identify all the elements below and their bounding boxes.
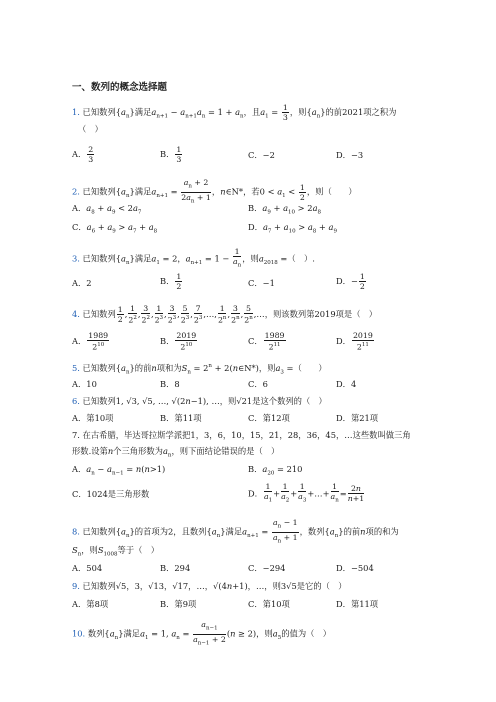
- q9-option-c[interactable]: C．第10项: [248, 599, 290, 609]
- q2-option-d[interactable]: D．$a_7 + a_{10} > a_8 + a_9$: [248, 222, 337, 235]
- question-number: 3.: [72, 253, 80, 264]
- q9-option-a[interactable]: A．第8项: [72, 599, 109, 609]
- q1-option-a[interactable]: A． $\frac{2}{3}$: [72, 145, 94, 164]
- q1-option-d[interactable]: D．−3: [336, 150, 364, 160]
- q1-option-b[interactable]: B． $\frac{1}{3}$: [160, 145, 182, 164]
- question-number: 2.: [72, 186, 80, 197]
- question-9: 9. 已知数列√5，3，√13，√17，…，√(4n+1)，…，则3√5是它的（ ）: [72, 581, 347, 591]
- question-6: 6. 已知数列1, √3, √5, …, √(2n−1), …，则√21是这个数列的（ ）: [72, 396, 327, 406]
- question-7-line2: 形数.设第n个三角形数为$a_n$，则下面结论错误的是（ ）: [72, 446, 280, 459]
- question-number: 7.: [72, 430, 80, 440]
- q6-option-d[interactable]: D．第21项: [336, 413, 379, 423]
- question-4: 4. 已知数列 $\frac{1}{2}$ , $\frac{1}{2^2}$ , $\frac{3}{2^2}$ , $\frac{1}{2^3}$ , $\frac{3}{2^3}$ , $\frac{5}{2^3}$ , $\frac{7}{2^3}$ ,…, $\frac{1}{2^n}$ , $\frac{3}{2^n}$ , $\frac{5}{2^n}$ ,…，则该数列第2019项是（ ）: [72, 304, 378, 325]
- question-1: 1. 已知数列$\{a_n\}$满足$a_{n+1} - a_{n+1}a_n = 1 + a_n$，且$a_1$ = $\frac{1}{3}$ ，则$\{a_n\}$的前2021项之积为: [72, 103, 397, 122]
- q3-option-c[interactable]: C．−1: [248, 278, 275, 288]
- q2-option-b[interactable]: B．$a_9 + a_{10} > 2a_8$: [248, 203, 322, 216]
- question-number: 5.: [72, 362, 80, 373]
- q5-option-d[interactable]: D．4: [336, 379, 357, 389]
- question-1-paren: （ ）: [78, 124, 103, 134]
- question-8: 8. 已知数列$\{a_n\}$的首项为2，且数列$\{a_n\}$满足$a_{n+1}$ = $\frac{a_n - 1}{a_n + 1}$ ，数列$\{a_n\}$的前n项的和为: [72, 518, 399, 545]
- question-number: 9.: [72, 581, 80, 591]
- q8-option-d[interactable]: D．−504: [336, 563, 374, 573]
- q5-option-b[interactable]: B．8: [160, 379, 180, 389]
- question-number: 8.: [72, 526, 80, 537]
- question-8-line2: $S_n$，则$S_{1008}$等于（ ）: [72, 545, 160, 558]
- q8-option-a[interactable]: A．504: [72, 563, 103, 573]
- q3-option-a[interactable]: A．2: [72, 278, 92, 288]
- q3-option-d[interactable]: D．− $\frac{1}{2}$: [336, 272, 365, 291]
- q1-option-c[interactable]: C．−2: [248, 150, 275, 160]
- question-5: 5. 已知数列$\{a_n\}$的前n项和为$S_n = 2^n$ + 2(n∈N*)，则$a_3$ =（ ）: [72, 362, 327, 376]
- section-title: 一、数列的概念选择题: [72, 82, 168, 93]
- q4-option-c[interactable]: C． $\frac{1989}{2^{11}}$: [248, 331, 285, 352]
- q3-option-b[interactable]: B． $\frac{1}{2}$: [160, 272, 182, 291]
- question-number: 4.: [72, 308, 80, 319]
- q9-option-b[interactable]: B．第9项: [160, 599, 197, 609]
- question-number: 6.: [72, 396, 80, 406]
- q5-option-a[interactable]: A．10: [72, 379, 97, 389]
- q9-option-d[interactable]: D．第11项: [336, 599, 379, 609]
- q7-option-b[interactable]: B．$a_{20} = 210$: [248, 464, 303, 477]
- q6-option-a[interactable]: A．第10项: [72, 413, 114, 423]
- q7-option-c[interactable]: C．1024是三角形数: [72, 489, 150, 499]
- question-number: 1.: [72, 107, 80, 117]
- q6-option-b[interactable]: B．第11项: [160, 413, 202, 423]
- q4-option-d[interactable]: D． $\frac{2019}{2^{11}}$: [336, 331, 373, 352]
- question-3: 3. 已知数列$\{a_n\}$满足$a_1 = 2$，$a_{n+1} = 1$ − $\frac{1}{a_n}$ ，则$a_{2018}$ =（ ）.: [72, 247, 315, 269]
- question-7: 7. 在古希腊，毕达哥拉斯学派把1，3，6，10，15，21，28，36，45，…这些数叫做三角: [72, 430, 411, 440]
- q2-option-a[interactable]: A．$a_8 + a_9 < 2a_7$: [72, 203, 142, 216]
- q4-option-b[interactable]: B． $\frac{2019}{2^{10}}$: [160, 331, 197, 352]
- question-number: 10.: [72, 628, 86, 639]
- q2-option-c[interactable]: C．$a_6 + a_9 > a_7 + a_8$: [72, 222, 158, 235]
- q7-option-a[interactable]: A．$a_n - a_{n-1} = n(n>1)$: [72, 464, 166, 477]
- question-2: 2. 已知数列$\{a_n\}$满足$a_{n+1}$ = $\frac{a_n + 2}{2a_n + 1}$ ，n∈N*，若$0 < a_1$ < $\frac{1}{2}$ ，则（ ）: [72, 178, 357, 205]
- q5-option-c[interactable]: C．6: [248, 379, 268, 389]
- q7-option-d[interactable]: D． $\frac{1}{a_1}$ + $\frac{1}{a_2}$ + $\frac{1}{a_3}$ +…+ $\frac{1}{a_n}$ = $\frac{2n}{n+1}$: [248, 482, 365, 504]
- q8-option-b[interactable]: B．294: [160, 563, 191, 573]
- q8-option-c[interactable]: C．−294: [248, 563, 286, 573]
- question-10: 10. 数列$\{a_n\}$满足$a_1 = 1$, $a_n$ = $\frac{a_{n-1}}{a_{n-1} + 2}$ (n ≥ 2)，则$a_5$的值为（ ）: [72, 620, 332, 647]
- q6-option-c[interactable]: C．第12项: [248, 413, 290, 423]
- q4-option-a[interactable]: A． $\frac{1989}{2^{10}}$: [72, 331, 109, 352]
